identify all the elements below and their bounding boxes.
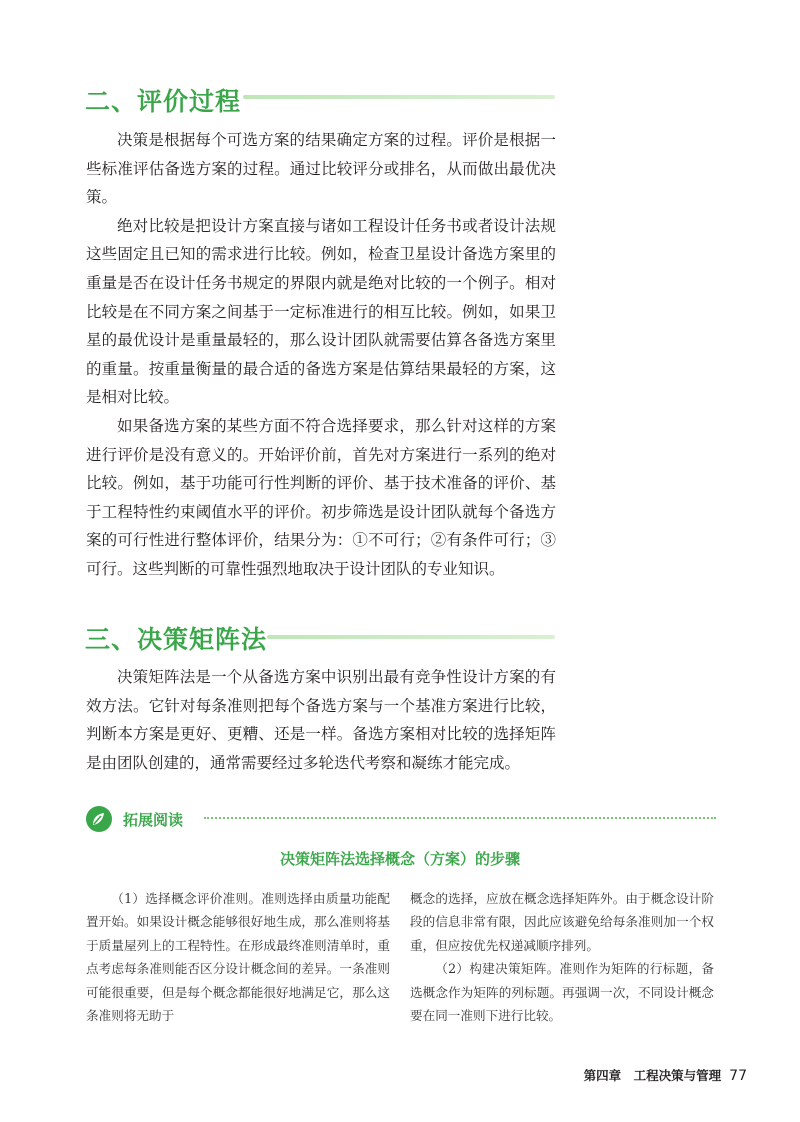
extended-reading-title: 决策矩阵法选择概念（方案）的步骤 (279, 850, 520, 868)
chapter-title: 第四章 工程决策与管理 (583, 1068, 722, 1083)
extended-reading-header (86, 806, 716, 832)
section-2-paragraph: 如果备选方案的某些方面不符合选择要求，那么针对这样的方案进行评价是没有意义的。开始评价前，首先对方案进行一系列的绝对比较。例如，基于功能可行性判断的评价、基于技术准备的评价、基于工程特性约束阈值水平的评价。初步筛选是设计团队就每个备选方案的可行性进行整体评价，结果分为：①不可行；②有条件可行；③可行。这些判断的可靠性强烈地取决于设计团队的专业知识。 (86, 416, 556, 578)
page-number: 77 (729, 1068, 747, 1084)
section-3-paragraph: 决策矩阵法是一个从备选方案中识别出最有竞争性设计方案的有效方法。它针对每条准则把每个备选方案与一个基准方案进行比较，判断本方案是更好、更糟、还是一样。备选方案相对比较的选择矩阵是由团队创建的，通常需要经过多轮迭代考察和凝练才能完成。 (86, 668, 556, 772)
section-3-title: 三、决策矩阵法 (85, 625, 268, 654)
section-2-rule (243, 95, 555, 99)
section-2-title: 二、评价过程 (85, 87, 242, 116)
extended-paragraph: （1）选择概念评价准则。准则选择由质量功能配置开始。如果设计概念能够很好地生成，那么准则将基于质量屋列上的工程特性。在形成最终准则清单时，重点考虑每条准则能否区分设计概念间的差异。一条准则可能很重要，但是每个概念都能很好地满足它，那么这条准则将无助于 (86, 891, 390, 1024)
reading-leaf-icon (86, 806, 112, 832)
extended-reading-label: 拓展阅读 (123, 811, 184, 829)
section-2-paragraph: 绝对比较是把设计方案直接与诸如工程设计任务书或者设计法规这些固定且已知的需求进行比较。例如，检查卫星设计备选方案里的重量是否在设计任务书规定的界限内就是绝对比较的一个例子。相对比较是在不同方案之间基于一定标准进行的相互比较。例如，如果卫星的最优设计是重量最轻的，那么设计团队就需要估算各备选方案里的重量。按重量衡量的最合适的备选方案是估算结果最轻的方案，这是相对比较。 (86, 216, 556, 407)
page-footer (584, 1066, 747, 1084)
extended-paragraph: 概念的选择，应放在概念选择矩阵外。由于概念设计阶段的信息非常有限，因此应该避免给每条准则加一个权重，但应按优先权递减顺序排列。 (410, 891, 714, 953)
section-3-rule (267, 635, 555, 639)
extended-right-column (410, 887, 714, 1027)
section-3-body (86, 663, 556, 777)
section-3-header (85, 620, 555, 656)
extended-left-column (86, 887, 390, 1027)
dotted-divider (204, 817, 716, 819)
section-2-header (85, 82, 555, 118)
section-2-paragraph: 决策是根据每个可选方案的结果确定方案的过程。评价是根据一些标准评估备选方案的过程。通过比较评分或排名，从而做出最优决策。 (86, 131, 556, 207)
section-2-body (86, 126, 556, 584)
extended-paragraph: （2）构建决策矩阵。准则作为矩阵的行标题，备选概念作为矩阵的列标题。再强调一次，不同设计概念要在同一准则下进行比较。 (410, 961, 714, 1024)
